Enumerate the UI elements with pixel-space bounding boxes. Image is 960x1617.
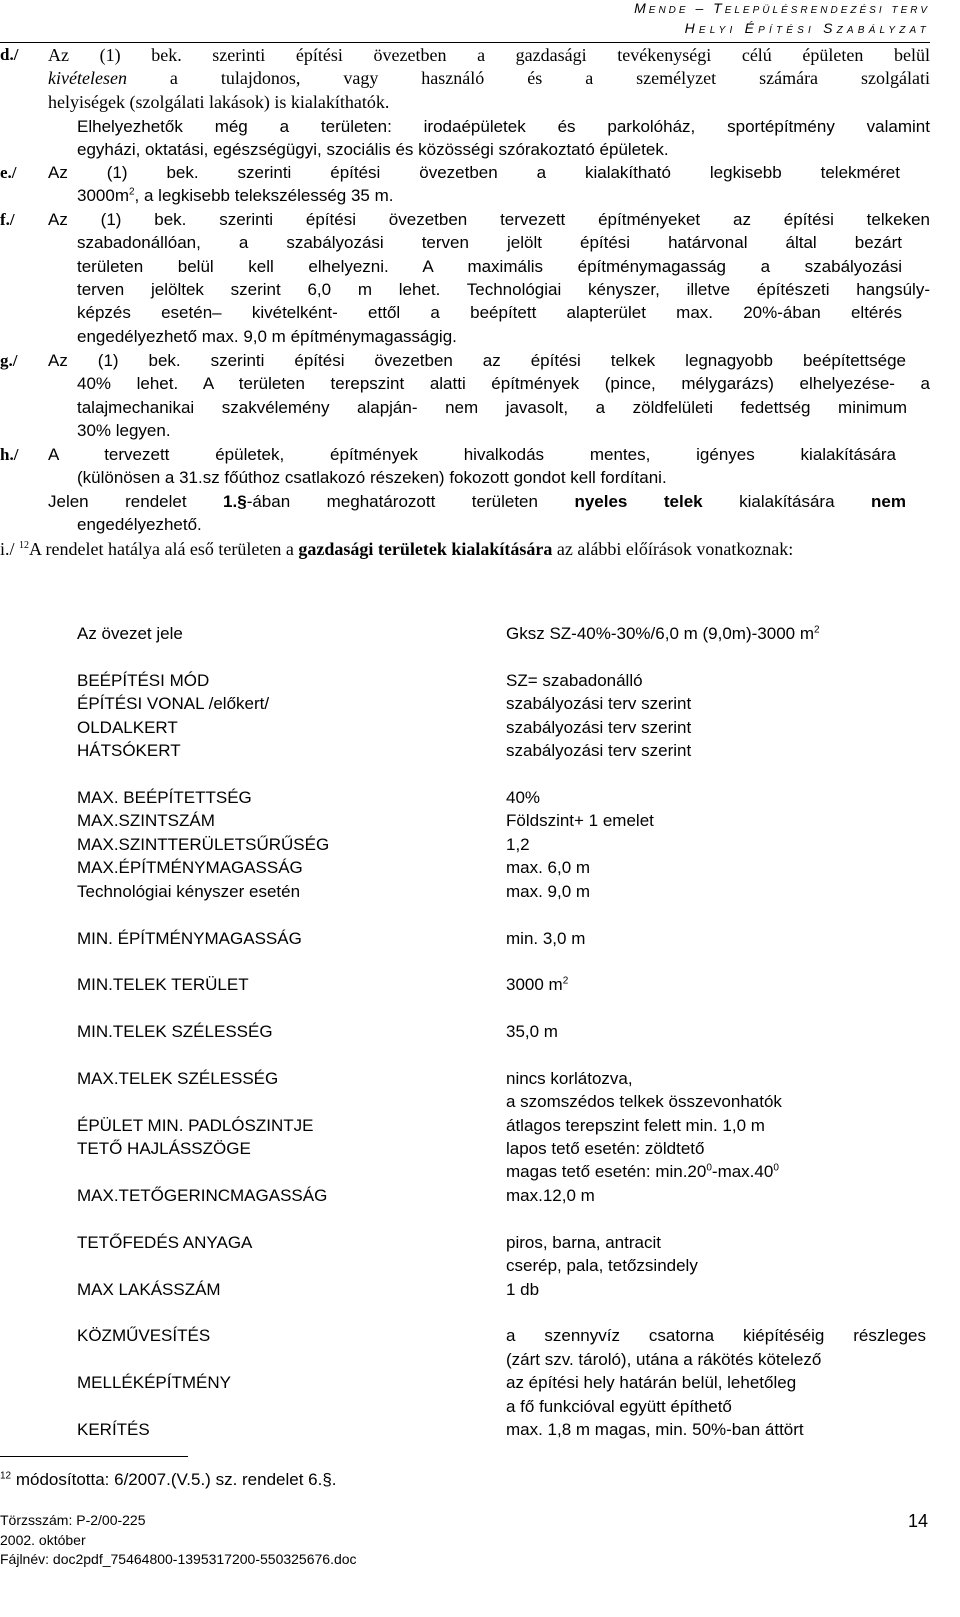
row-value: szabályozási terv szerint	[506, 694, 692, 713]
row-label: OLDALKERT	[77, 718, 178, 737]
footnote-number: 12	[0, 1470, 12, 1482]
d-line-1: Az (1) bek. szerinti építési övezetben a gazdasági tevékenységi célú épületen belül	[48, 45, 930, 65]
label-e: e./	[0, 163, 17, 182]
label-g: g./	[0, 351, 18, 370]
e-line-2-rest: , a legkisebb telekszélesség 35 m.	[134, 186, 394, 205]
paragraph-i	[0, 539, 793, 560]
row-value-cont: (zárt szv. tároló), utána a rákötés kötelező	[506, 1350, 822, 1369]
row-label: MAX.SZINTSZÁM	[77, 811, 215, 830]
row-label: BEÉPÍTÉSI MÓD	[77, 671, 210, 690]
h-line-3	[48, 492, 906, 512]
d-line-4: Elhelyezhetők még a területen: irodaépületek és parkolóház, sportépítmény valamint	[77, 117, 930, 136]
footnote	[0, 1470, 337, 1490]
label-h: h./	[0, 445, 19, 464]
row-value: max. 1,8 m magas, min. 50%-ban áttört	[506, 1420, 804, 1439]
roof-min: magas tető esetén: min.20	[506, 1162, 707, 1181]
roof-max: -max.40	[711, 1162, 774, 1181]
row-value-cont: a fő funkcióval együtt építhető	[506, 1397, 732, 1416]
row-value: nincs korlátozva,	[506, 1069, 633, 1088]
f-line-2: szabadonállóan, a szabályozási terven jelölt építési határvonal által bezárt	[77, 233, 902, 252]
deg-sup-1: 0	[706, 1162, 712, 1174]
zone-code-sup: 2	[813, 624, 820, 636]
row-label: MAX. BEÉPÍTETTSÉG	[77, 788, 252, 807]
row-value: piros, barna, antracit	[506, 1233, 661, 1252]
row-label: MIN. ÉPÍTMÉNYMAGASSÁG	[77, 929, 302, 948]
row-value: szabályozási terv szerint	[506, 718, 692, 737]
footnote-rule	[0, 1456, 188, 1457]
h-bold-nem: nem	[871, 492, 906, 511]
h-text-c: -ában meghatározott területen	[246, 492, 575, 511]
h-bold-section: 1.§	[223, 492, 247, 511]
g-line-2: 40% lehet. A területen terepszint alatti építmények (pince, mélygarázs) elhelyezése- a	[77, 374, 930, 393]
h-bold-nyeles: nyeles telek	[574, 492, 703, 511]
label-i: i./	[0, 539, 15, 559]
deg-sup-2: 0	[773, 1162, 779, 1174]
row-value: az építési hely határán belül, lehetőleg	[506, 1373, 797, 1392]
d-line-3: helyiségek (szolgálati lakások) is kialakíthatók.	[48, 92, 390, 112]
row-label: KÖZMŰVESÍTÉS	[77, 1326, 211, 1345]
row-value	[506, 975, 568, 995]
row-value: 40%	[506, 788, 541, 807]
i-bold: gazdasági területek kialakítására	[298, 539, 553, 559]
f-line-6: engedélyezhető max. 9,0 m építménymagasságig.	[77, 327, 457, 346]
row-label: Az övezet jele	[77, 624, 183, 643]
header-title: Mende – Településrendezési terv	[634, 0, 930, 16]
row-label: Technológiai kényszer esetén	[77, 882, 301, 901]
h-line-4: engedélyezhető.	[77, 515, 202, 534]
row-value: max.12,0 m	[506, 1186, 595, 1205]
e-line-2	[77, 186, 393, 206]
label-f: f./	[0, 210, 15, 229]
h-line-1: A tervezett épületek, építmények hivalkodás mentes, igényes kialakítására	[48, 445, 896, 464]
d-line-2-rest: a tulajdonos, vagy használó és a személyzet számára szolgálati	[126, 68, 930, 88]
f-line-4: terven jelöltek szerint 6,0 m lehet. Technológiai kényszer, illetve építészeti hangsúly-	[77, 280, 930, 299]
row-label: ÉPÍTÉSI VONAL /előkert/	[77, 694, 270, 713]
row-value: 1 db	[506, 1280, 540, 1299]
row-value: min. 3,0 m	[506, 929, 586, 948]
row-value: szabályozási terv szerint	[506, 741, 692, 760]
zone-code: Gksz SZ-40%-30%/6,0 m (9,0m)-3000 m	[506, 624, 814, 643]
f-line-5: képzés esetén– kivételként- ettől a beépített alapterület max. 20%-ában eltérés	[77, 303, 902, 322]
row-label: ÉPÜLET MIN. PADLÓSZINTJE	[77, 1116, 314, 1135]
row-label: MIN.TELEK TERÜLET	[77, 975, 249, 994]
e-line-1: Az (1) bek. szerinti építési övezetben a kialakítható legkisebb telekméret	[48, 163, 900, 182]
row-value	[506, 624, 820, 644]
row-label: KERÍTÉS	[77, 1420, 150, 1439]
e-sup: 2	[128, 186, 135, 198]
footnote-text: módosította: 6/2007.(V.5.) sz. rendelet 6.§.	[11, 1470, 337, 1489]
h-text-a: Jelen rendelet	[48, 492, 224, 511]
row-value: max. 9,0 m	[506, 882, 591, 901]
g-line-3: talajmechanikai szakvélemény alapján- nem javasolt, a zöldfelületi fedettség minimum	[77, 398, 907, 417]
label-d: d./	[0, 45, 19, 64]
d-italic: kivételesen	[48, 68, 127, 88]
min-area: 3000 m	[506, 975, 563, 994]
g-line-4: 30% legyen.	[77, 421, 171, 440]
header-rule	[0, 42, 930, 43]
row-label: MAX.SZINTTERÜLETSŰRŰSÉG	[77, 835, 330, 854]
row-label: MAX.TELEK SZÉLESSÉG	[77, 1069, 279, 1088]
row-value: lapos tető esetén: zöldtető	[506, 1139, 705, 1158]
row-value: 1,2	[506, 835, 530, 854]
row-value: a szennyvíz csatorna kiépítéséig részleges	[506, 1326, 926, 1345]
header-subtitle: Helyi Építési Szabályzat	[684, 20, 930, 36]
row-value: SZ= szabadonálló	[506, 671, 643, 690]
footer-date: 2002. október	[0, 1532, 86, 1548]
h-line-2: (különösen a 31.sz főúthoz csatlakozó részeken) fokozott gondot kell fordítani.	[77, 468, 667, 487]
row-label: TETŐFEDÉS ANYAGA	[77, 1233, 253, 1252]
d-line-5: egyházi, oktatási, egészségügyi, szociális és közösségi szórakoztató épületek.	[77, 140, 669, 159]
row-value: max. 6,0 m	[506, 858, 591, 877]
row-label: MAX.TETŐGERINCMAGASSÁG	[77, 1186, 328, 1205]
row-label: TETŐ HAJLÁSSZÖGE	[77, 1139, 251, 1158]
h-text-e: kialakítására	[702, 492, 872, 511]
row-label: MIN.TELEK SZÉLESSÉG	[77, 1022, 273, 1041]
d-line-2	[48, 68, 930, 89]
g-line-1: Az (1) bek. szerinti építési övezetben az építési telkek legnagyobb beépítettsége	[48, 351, 906, 370]
row-value-cont: a szomszédos telkek összevonhatók	[506, 1092, 782, 1111]
row-value: Földszint+ 1 emelet	[506, 811, 654, 830]
row-value: 35,0 m	[506, 1022, 558, 1041]
row-label: MELLÉKÉPÍTMÉNY	[77, 1373, 231, 1392]
row-value-cont	[506, 1162, 779, 1182]
row-label: HÁTSÓKERT	[77, 741, 181, 760]
e-size: 3000m	[77, 186, 129, 205]
footer-registry: Törzsszám: P-2/00-225	[0, 1512, 146, 1528]
row-label: MAX.ÉPÍTMÉNYMAGASSÁG	[77, 858, 303, 877]
footnote-ref: 12	[19, 540, 30, 551]
f-line-3: területen belül kell elhelyezni. A maximális építménymagasság a szabályozási	[77, 257, 902, 276]
row-value: átlagos terepszint felett min. 1,0 m	[506, 1116, 765, 1135]
footer-filename: Fájlnév: doc2pdf_75464800-1395317200-550325676.doc	[0, 1551, 357, 1567]
i-text-3: az alábbi előírások vonatkoznak:	[552, 539, 794, 559]
f-line-1: Az (1) bek. szerinti építési övezetben tervezett építményeket az építési telkeken	[48, 210, 930, 229]
min-area-sup: 2	[562, 975, 569, 987]
page-number: 14	[907, 1511, 928, 1531]
row-value-cont: cserép, pala, tetőzsindely	[506, 1256, 698, 1275]
i-text-1: A rendelet hatálya alá eső területen a	[29, 539, 299, 559]
row-label: MAX LAKÁSSZÁM	[77, 1280, 221, 1299]
